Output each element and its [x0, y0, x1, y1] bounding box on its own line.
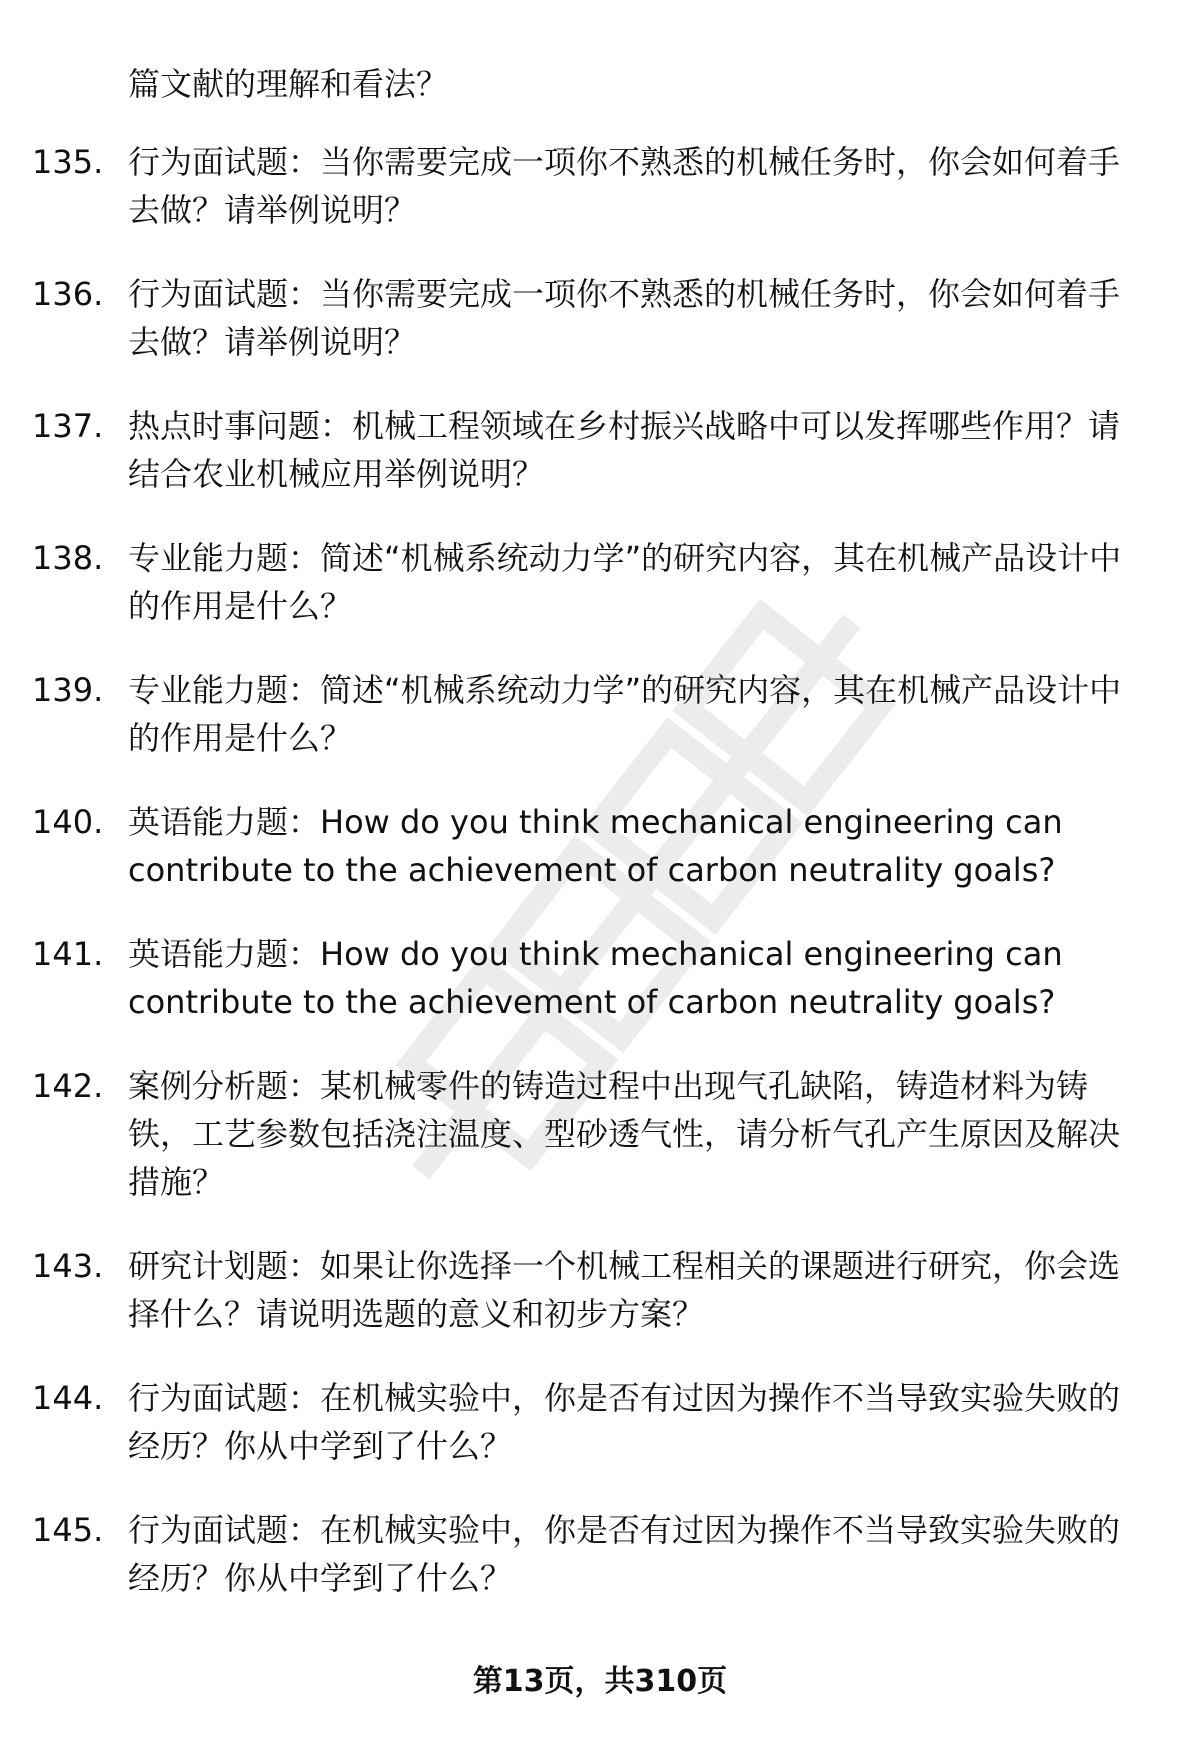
question-text: 英语能力题：How do you think mechanical engineering can contribute to the achievement of carbon neutrality goals? [128, 935, 1063, 1021]
question-number: 144. [32, 1379, 104, 1417]
question-item [0, 1242, 1200, 1338]
question-text: 行为面试题：当你需要完成一项你不熟悉的机械任务时，你会如何着手去做？请举例说明？ [128, 275, 1121, 361]
question-text: 案例分析题：某机械零件的铸造过程中出现气孔缺陷，铸造材料为铸铁，工艺参数包括浇注温度、型砂透气性，请分析气孔产生原因及解决措施？ [128, 1067, 1121, 1201]
question-text: 行为面试题：在机械实验中，你是否有过因为操作不当导致实验失败的经历？你从中学到了什么？ [128, 1511, 1121, 1597]
question-item [0, 138, 1200, 234]
question-number: 138. [32, 539, 104, 577]
question-item [0, 1062, 1200, 1206]
question-item [0, 930, 1200, 1026]
question-text: 英语能力题：How do you think mechanical engineering can contribute to the achievement of carbon neutrality goals? [128, 803, 1063, 889]
question-number: 142. [32, 1067, 104, 1105]
question-text: 专业能力题：简述“机械系统动力学”的研究内容，其在机械产品设计中的作用是什么？ [128, 671, 1122, 757]
question-item [0, 1506, 1200, 1602]
question-number: 137. [32, 407, 104, 445]
continuation-text: 篇文献的理解和看法？ [128, 65, 449, 103]
question-text: 热点时事问题：机械工程领域在乡村振兴战略中可以发挥哪些作用？请结合农业机械应用举例说明？ [128, 407, 1121, 493]
question-number: 139. [32, 671, 104, 709]
question-text: 研究计划题：如果让你选择一个机械工程相关的课题进行研究，你会选择什么？请说明选题的意义和初步方案？ [128, 1247, 1121, 1333]
page-number-footer: 第13页，共310页 [472, 1664, 728, 1699]
question-number: 145. [32, 1511, 104, 1549]
question-item [0, 270, 1200, 366]
question-text: 行为面试题：当你需要完成一项你不熟悉的机械任务时，你会如何着手去做？请举例说明？ [128, 143, 1121, 229]
question-item [0, 534, 1200, 630]
question-item [0, 666, 1200, 762]
question-item [0, 798, 1200, 894]
question-text: 专业能力题：简述“机械系统动力学”的研究内容，其在机械产品设计中的作用是什么？ [128, 539, 1122, 625]
question-number: 141. [32, 935, 104, 973]
question-item [0, 1374, 1200, 1470]
question-number: 136. [32, 275, 104, 313]
question-number: 135. [32, 143, 104, 181]
question-item [0, 402, 1200, 498]
question-number: 143. [32, 1247, 104, 1285]
question-list [0, 138, 1200, 1638]
question-text: 行为面试题：在机械实验中，你是否有过因为操作不当导致实验失败的经历？你从中学到了什么？ [128, 1379, 1121, 1465]
question-number: 140. [32, 803, 104, 841]
